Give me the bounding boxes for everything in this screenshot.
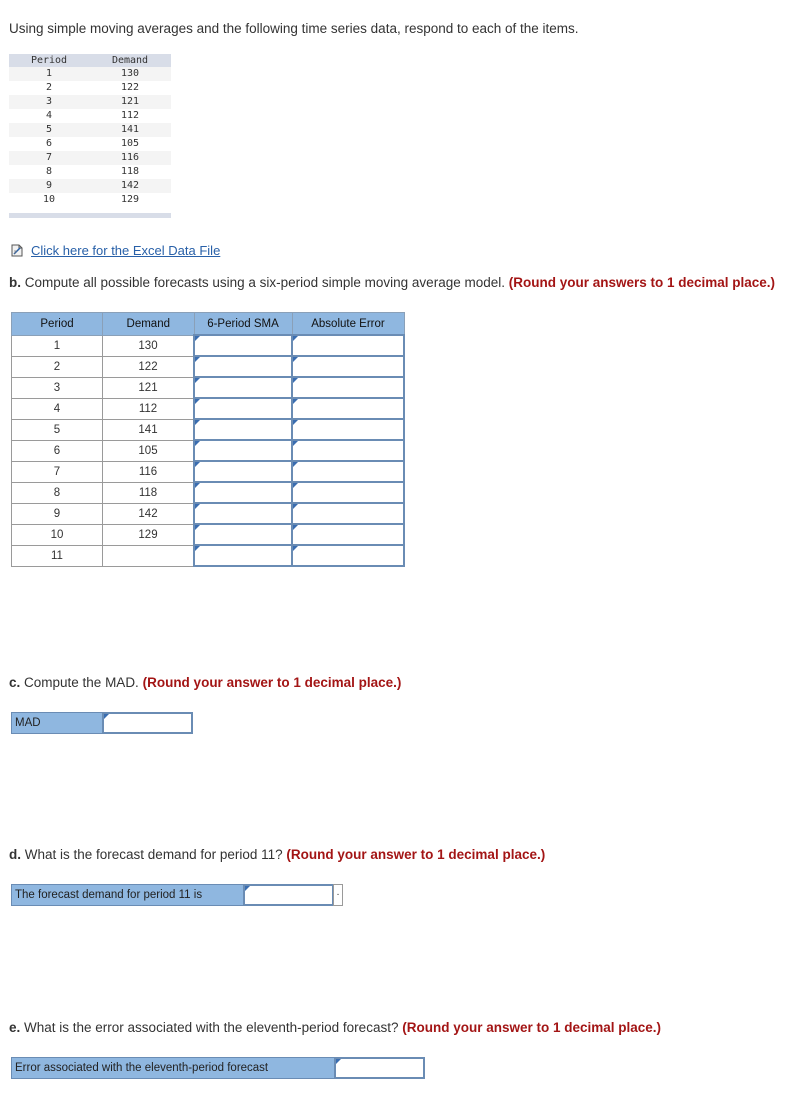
- sma-table-row: [12, 356, 405, 377]
- sma-abs-error-input[interactable]: [292, 335, 404, 356]
- sma-table: [11, 312, 405, 567]
- excel-link-text[interactable]: Click here for the Excel Data File: [31, 243, 221, 258]
- question-d: [9, 847, 545, 862]
- sma-forecast-input[interactable]: [194, 545, 292, 566]
- col-header-demand: Demand: [89, 54, 171, 67]
- demand-cell: 129: [89, 193, 171, 207]
- data-table-body: [9, 67, 171, 207]
- question-d-letter: d.: [9, 847, 21, 862]
- period-cell: 10: [9, 193, 89, 207]
- sma-forecast-input[interactable]: [194, 419, 292, 440]
- data-table-row: [9, 123, 171, 137]
- period-cell: 3: [9, 95, 89, 109]
- data-table-row: [9, 193, 171, 207]
- sma-demand-cell: 130: [103, 335, 195, 356]
- sma-period-cell: 4: [12, 398, 103, 419]
- sma-forecast-input[interactable]: [194, 440, 292, 461]
- sma-abs-error-input[interactable]: [292, 440, 404, 461]
- sma-table-row: [12, 440, 405, 461]
- question-c-letter: c.: [9, 675, 21, 690]
- question-b: [9, 275, 775, 290]
- question-b-instruction: (Round your answers to 1 decimal place.): [508, 275, 776, 290]
- period-cell: 8: [9, 165, 89, 179]
- sma-demand-cell: 112: [103, 398, 195, 419]
- sma-header-demand: Demand: [103, 313, 195, 336]
- sma-table-row: [12, 398, 405, 419]
- demand-cell: 141: [89, 123, 171, 137]
- data-table-row: [9, 81, 171, 95]
- question-b-text: Compute all possible forecasts using a six-period simple moving average model.: [21, 275, 509, 290]
- sma-demand-cell: 142: [103, 503, 195, 524]
- data-table-row: [9, 137, 171, 151]
- mad-label: MAD: [11, 712, 103, 734]
- data-table-row: [9, 179, 171, 193]
- data-table-row: [9, 95, 171, 109]
- sma-header-abs-error: Absolute Error: [292, 313, 404, 336]
- sma-abs-error-input[interactable]: [292, 503, 404, 524]
- sma-period-cell: 10: [12, 524, 103, 545]
- forecast-input[interactable]: [243, 884, 334, 906]
- sma-abs-error-input[interactable]: [292, 524, 404, 545]
- sma-forecast-input[interactable]: [194, 503, 292, 524]
- sma-forecast-input[interactable]: [194, 356, 292, 377]
- sma-header-period: Period: [12, 313, 103, 336]
- sma-forecast-input[interactable]: [194, 398, 292, 419]
- period-cell: 2: [9, 81, 89, 95]
- period-cell: 6: [9, 137, 89, 151]
- sma-demand-cell: 122: [103, 356, 195, 377]
- demand-cell: 142: [89, 179, 171, 193]
- excel-data-link[interactable]: [11, 243, 220, 258]
- data-table-row: [9, 67, 171, 81]
- demand-cell: 112: [89, 109, 171, 123]
- sma-period-cell: 9: [12, 503, 103, 524]
- sma-abs-error-input[interactable]: [292, 398, 404, 419]
- sma-abs-error-input[interactable]: [292, 461, 404, 482]
- demand-cell: 116: [89, 151, 171, 165]
- sma-period-cell: 5: [12, 419, 103, 440]
- sma-demand-cell: 105: [103, 440, 195, 461]
- data-table-scrollbar: [9, 213, 171, 218]
- period-cell: 1: [9, 67, 89, 81]
- sma-demand-cell: 118: [103, 482, 195, 503]
- error-label: Error associated with the eleventh-period forecast: [11, 1057, 335, 1079]
- sma-forecast-input[interactable]: [194, 335, 292, 356]
- sma-forecast-input[interactable]: [194, 377, 292, 398]
- data-table: [9, 54, 171, 207]
- question-e-instruction: (Round your answer to 1 decimal place.): [402, 1020, 662, 1035]
- mad-input[interactable]: [102, 712, 193, 734]
- forecast-trailing-period: .: [333, 884, 343, 906]
- sma-table-row: [12, 419, 405, 440]
- sma-table-row: [12, 461, 405, 482]
- sma-table-row: [12, 335, 405, 356]
- sma-table-row: [12, 545, 405, 566]
- sma-abs-error-input[interactable]: [292, 482, 404, 503]
- sma-table-row: [12, 503, 405, 524]
- sma-period-cell: 8: [12, 482, 103, 503]
- data-table-row: [9, 151, 171, 165]
- error-input[interactable]: [334, 1057, 425, 1079]
- demand-cell: 121: [89, 95, 171, 109]
- question-c-text: Compute the MAD.: [20, 675, 143, 690]
- sma-abs-error-input[interactable]: [292, 377, 404, 398]
- sma-period-cell: 3: [12, 377, 103, 398]
- sma-period-cell: 7: [12, 461, 103, 482]
- demand-cell: 118: [89, 165, 171, 179]
- excel-file-icon: [11, 244, 23, 257]
- sma-abs-error-input[interactable]: [292, 419, 404, 440]
- demand-cell: 130: [89, 67, 171, 81]
- sma-demand-cell: [103, 545, 195, 566]
- question-e: [9, 1020, 661, 1035]
- sma-demand-cell: 121: [103, 377, 195, 398]
- sma-demand-cell: 129: [103, 524, 195, 545]
- sma-abs-error-input[interactable]: [292, 356, 404, 377]
- question-e-letter: e.: [9, 1020, 21, 1035]
- forecast-label: The forecast demand for period 11 is: [11, 884, 244, 906]
- sma-period-cell: 11: [12, 545, 103, 566]
- sma-forecast-input[interactable]: [194, 524, 292, 545]
- data-table-row: [9, 109, 171, 123]
- sma-table-row: [12, 524, 405, 545]
- sma-demand-cell: 116: [103, 461, 195, 482]
- sma-header-forecast: 6-Period SMA: [194, 313, 292, 336]
- question-c: [9, 675, 401, 690]
- sma-table-row: [12, 482, 405, 503]
- period-cell: 7: [9, 151, 89, 165]
- question-c-instruction: (Round your answer to 1 decimal place.): [142, 675, 402, 690]
- period-cell: 9: [9, 179, 89, 193]
- sma-table-body: [12, 335, 405, 566]
- sma-period-cell: 2: [12, 356, 103, 377]
- intro-text: Using simple moving averages and the following time series data, respond to each of the items.: [9, 21, 579, 36]
- demand-cell: 105: [89, 137, 171, 151]
- col-header-period: Period: [9, 54, 89, 67]
- data-table-row: [9, 165, 171, 179]
- question-d-instruction: (Round your answer to 1 decimal place.): [286, 847, 546, 862]
- sma-period-cell: 6: [12, 440, 103, 461]
- period-cell: 4: [9, 109, 89, 123]
- sma-demand-cell: 141: [103, 419, 195, 440]
- question-b-letter: b.: [9, 275, 21, 290]
- sma-forecast-input[interactable]: [194, 482, 292, 503]
- sma-forecast-input[interactable]: [194, 461, 292, 482]
- sma-period-cell: 1: [12, 335, 103, 356]
- question-e-text: What is the error associated with the eleventh-period forecast?: [20, 1020, 403, 1035]
- question-d-text: What is the forecast demand for period 11?: [21, 847, 287, 862]
- period-cell: 5: [9, 123, 89, 137]
- demand-cell: 122: [89, 81, 171, 95]
- sma-table-row: [12, 377, 405, 398]
- sma-abs-error-input[interactable]: [292, 545, 404, 566]
